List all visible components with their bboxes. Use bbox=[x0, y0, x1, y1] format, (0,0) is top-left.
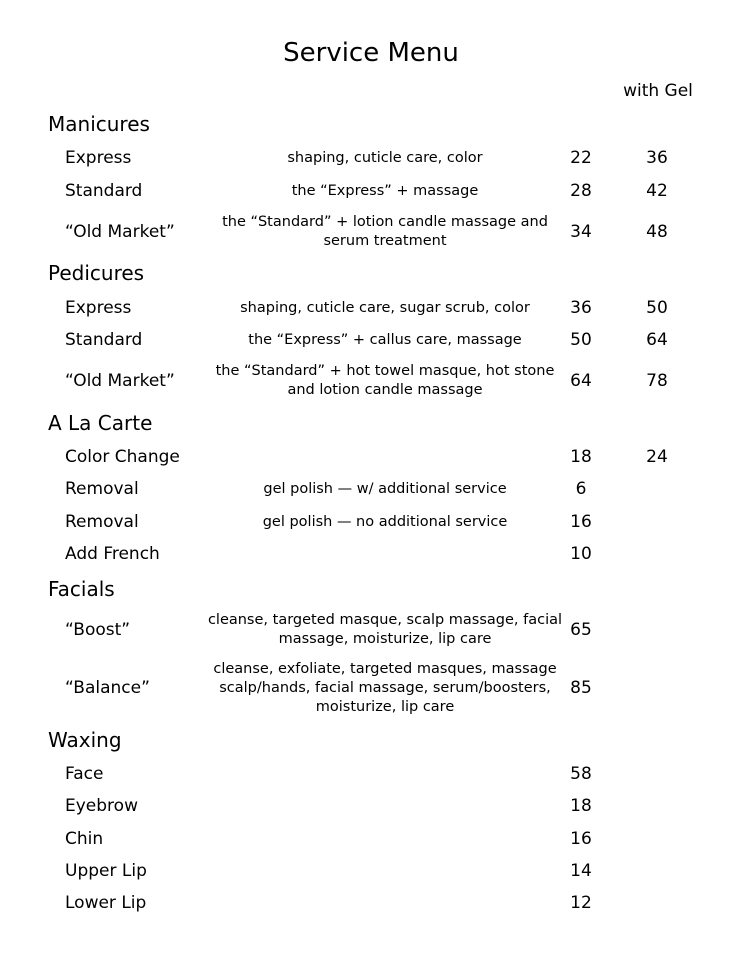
service-gel-price: 42 bbox=[646, 181, 668, 201]
menu-row bbox=[0, 891, 742, 915]
service-description: gel polish — no additional service bbox=[262, 513, 508, 530]
service-description bbox=[205, 859, 565, 883]
section-heading-pedicures: Pedicures bbox=[48, 261, 145, 285]
service-name: Removal bbox=[65, 479, 139, 499]
section-heading-waxing: Waxing bbox=[48, 728, 122, 752]
service-gel-price: 50 bbox=[646, 298, 668, 318]
menu-row bbox=[0, 827, 742, 851]
menu-row bbox=[0, 146, 742, 170]
service-price: 10 bbox=[570, 544, 592, 564]
menu-row bbox=[0, 658, 742, 718]
service-name: “Balance” bbox=[65, 678, 150, 698]
page-title: Service Menu bbox=[283, 38, 459, 68]
service-price: 85 bbox=[570, 678, 592, 698]
section-heading-manicures: Manicures bbox=[48, 112, 150, 136]
service-price: 65 bbox=[570, 620, 592, 640]
service-price: 58 bbox=[570, 764, 592, 784]
service-price: 22 bbox=[570, 148, 592, 168]
service-price: 34 bbox=[570, 222, 592, 242]
service-description: the “Standard” + lotion candle massage and serum treatment bbox=[222, 214, 548, 249]
menu-row bbox=[0, 859, 742, 883]
service-description: the “Express” + massage bbox=[291, 182, 479, 199]
menu-row bbox=[0, 794, 742, 818]
gel-column-header: with Gel bbox=[623, 81, 693, 101]
service-gel-price bbox=[624, 658, 690, 718]
service-price: 36 bbox=[570, 298, 592, 318]
service-description bbox=[205, 445, 565, 469]
menu-row bbox=[0, 542, 742, 566]
service-name: Express bbox=[65, 298, 132, 318]
service-description bbox=[205, 762, 565, 786]
section-heading-a-la-carte: A La Carte bbox=[48, 411, 153, 435]
service-price: 18 bbox=[570, 447, 592, 467]
service-gel-price bbox=[624, 859, 690, 883]
service-gel-price bbox=[624, 762, 690, 786]
service-name: Removal bbox=[65, 512, 139, 532]
service-description bbox=[205, 794, 565, 818]
service-name: Add French bbox=[65, 544, 160, 564]
service-price: 16 bbox=[570, 512, 592, 532]
service-name: Eyebrow bbox=[65, 796, 138, 816]
service-name: “Boost” bbox=[65, 620, 131, 640]
menu-row bbox=[0, 477, 742, 501]
service-description: the “Standard” + hot towel masque, hot stone and lotion candle massage bbox=[215, 363, 555, 398]
service-name: “Old Market” bbox=[65, 371, 175, 391]
service-name: Chin bbox=[65, 829, 104, 849]
service-description: gel polish — w/ additional service bbox=[263, 480, 507, 497]
service-price: 28 bbox=[570, 181, 592, 201]
service-gel-price bbox=[624, 510, 690, 534]
service-gel-price: 64 bbox=[646, 330, 668, 350]
service-price: 14 bbox=[570, 861, 592, 881]
service-description: the “Express” + callus care, massage bbox=[248, 331, 522, 348]
service-price: 50 bbox=[570, 330, 592, 350]
service-gel-price bbox=[624, 891, 690, 915]
menu-row bbox=[0, 328, 742, 352]
menu-row bbox=[0, 762, 742, 786]
service-price: 18 bbox=[570, 796, 592, 816]
service-price: 64 bbox=[570, 371, 592, 391]
section-heading-facials: Facials bbox=[48, 577, 115, 601]
service-name: Upper Lip bbox=[65, 861, 147, 881]
service-name: Standard bbox=[65, 330, 143, 350]
service-name: Color Change bbox=[65, 447, 180, 467]
service-description: shaping, cuticle care, color bbox=[287, 149, 483, 166]
service-gel-price bbox=[624, 477, 690, 501]
service-gel-price: 78 bbox=[646, 371, 668, 391]
service-price: 6 bbox=[575, 479, 587, 499]
service-description bbox=[205, 891, 565, 915]
service-description: cleanse, targeted masque, scalp massage, facial massage, moisturize, lip care bbox=[207, 612, 563, 647]
service-name: Lower Lip bbox=[65, 893, 147, 913]
service-gel-price bbox=[624, 827, 690, 851]
service-gel-price: 24 bbox=[646, 447, 668, 467]
service-description: cleanse, exfoliate, targeted masques, massage scalp/hands, facial massage, serum/boosters, moisturize, lip care bbox=[213, 660, 557, 715]
service-description bbox=[205, 827, 565, 851]
menu-row bbox=[0, 296, 742, 320]
service-name: Express bbox=[65, 148, 132, 168]
menu-row bbox=[0, 361, 742, 401]
service-gel-price: 48 bbox=[646, 222, 668, 242]
service-gel-price bbox=[624, 794, 690, 818]
menu-row bbox=[0, 510, 742, 534]
menu-row bbox=[0, 212, 742, 252]
service-price: 12 bbox=[570, 893, 592, 913]
menu-row bbox=[0, 610, 742, 650]
service-gel-price bbox=[624, 542, 690, 566]
service-gel-price: 36 bbox=[646, 148, 668, 168]
service-name: “Old Market” bbox=[65, 222, 175, 242]
service-description: shaping, cuticle care, sugar scrub, color bbox=[240, 299, 530, 316]
service-price: 16 bbox=[570, 829, 592, 849]
service-description bbox=[205, 542, 565, 566]
menu-row bbox=[0, 179, 742, 203]
service-name: Standard bbox=[65, 181, 143, 201]
menu-row bbox=[0, 445, 742, 469]
service-name: Face bbox=[65, 764, 104, 784]
service-gel-price bbox=[624, 610, 690, 650]
